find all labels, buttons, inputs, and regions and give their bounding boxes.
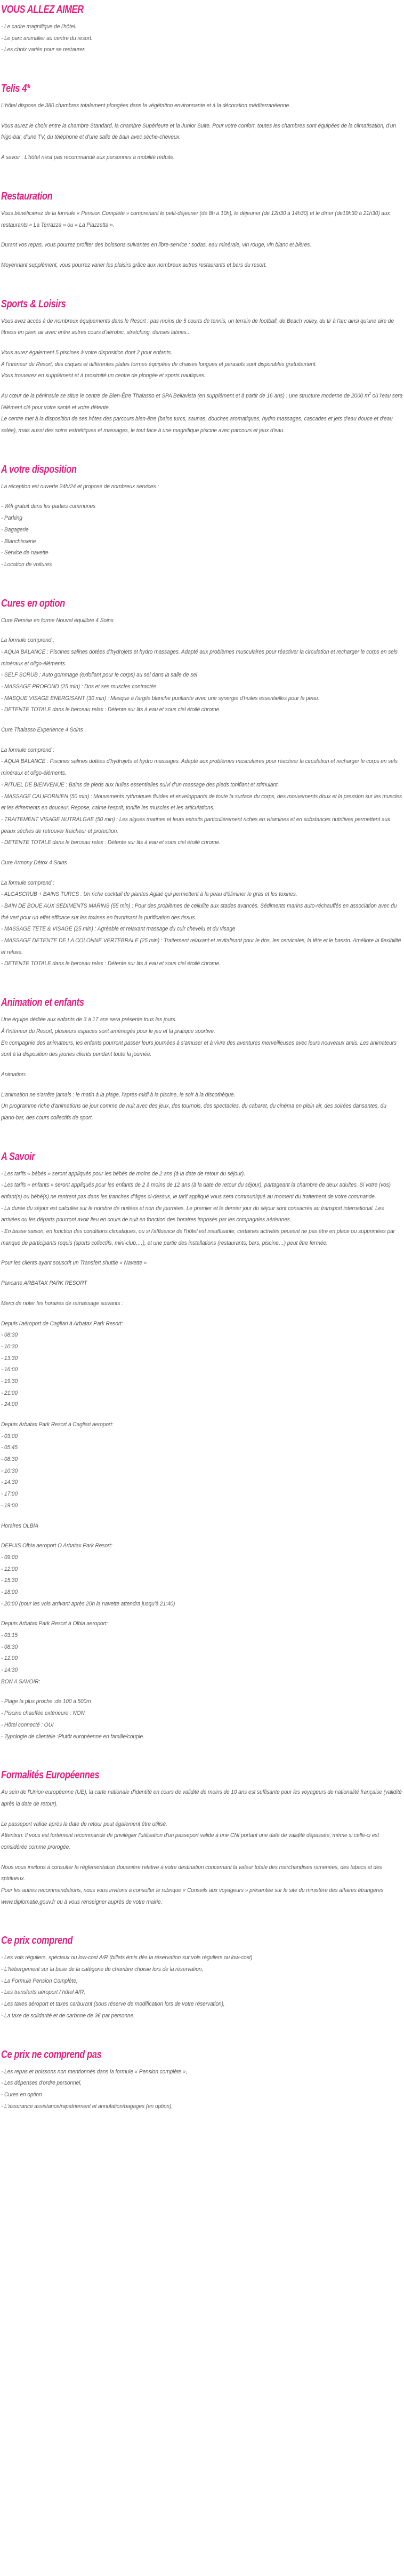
text-line: Cure Thalasso Experience 4 Soins	[1, 727, 83, 734]
text-line: Vous bénéficierez de la formule « Pension Complète » comprenant le petit-déjeuner (de 8h à 10h), le déjeuner (de 12h30 à 14h30) et le dîner (de19h30 à 21h30) aux restaurants « La Terrazza » ou « La Piazzetta ».	[1, 210, 390, 228]
paragraph-gap	[1, 736, 403, 745]
section-title-ce-prix-comprend: Ce prix comprend	[1, 1935, 73, 1947]
text-line: Pancarte ARBATAX PARK RESORT	[1, 1280, 87, 1287]
text-line: - 09:00	[1, 1554, 18, 1561]
section-ce-prix-ne-comprend-pas	[1, 2048, 403, 2131]
text-line: Le passeport valide après la date de retour peut également être utilisé.	[1, 1820, 167, 1827]
text-line: - Les transferts aéroport / hôtel A/R,	[1, 1989, 85, 1996]
section-spacer	[1, 1908, 403, 1926]
paragraph-gap	[1, 1249, 403, 1258]
text-line: - 10:30	[1, 1343, 18, 1350]
text-line: - TRAITEMENT VISAGE NUTRALGAE (50 min) : Les algues marines et leurs extraits particulièrement riches en vitamines et en substances nutritives permettent aux peaux sèches de retrouver fraicheur et protection.	[1, 816, 391, 834]
text-line: Cure Armony Détox 4 Soins	[1, 859, 67, 866]
text-line: - 17:00	[1, 1491, 18, 1498]
text-line: - 12:00	[1, 1565, 18, 1572]
text-line: Pour les clients ayant souscrit un Transfert shuttle « Navette »	[1, 1260, 147, 1267]
paragraph-gap	[1, 626, 403, 635]
text-line: L'animation ne s'arrête jamais : le matin à la plage, l'après-midi à la piscine, le soir à la discothèque.	[1, 1091, 236, 1098]
text-line: - 19:00	[1, 1502, 18, 1509]
section-title-vous-allez-aimer: VOUS ALLEZ AIMER	[1, 4, 84, 15]
text-line: - 15:30	[1, 1577, 18, 1584]
text-line: - 14:30	[1, 1479, 18, 1486]
text-line: - 19:30	[1, 1378, 18, 1385]
text-line: Durant vos repas, vous pourrez profiter des boissons suivantes en libre-service : sodas, eau minérale, vin rouge, vin blanc et bières.	[1, 242, 311, 249]
text-line: Un programme riche d'animations de jour comme de nuit avec des jeux, des tournois, des spectacles, du cabaret, du cinéma en plein air, des soirées dansantes, du piano-bar, des cours collectifs de sport.	[1, 1103, 386, 1121]
section-title-a-savoir: A Savoir	[1, 1150, 35, 1163]
text-line: - 08:30	[1, 1456, 18, 1463]
section-animation-et-enfants	[1, 996, 403, 1142]
paragraph-gap	[1, 1081, 403, 1090]
text-line: Depuis l'aéroport de Cagliari à Arbatax Park Resort:	[1, 1320, 123, 1327]
text-line: Depuis Arbatax Park Resort à Olbia aeroport:	[1, 1620, 108, 1627]
text-line: - 21:00	[1, 1389, 18, 1396]
paragraph-gap	[1, 1532, 403, 1540]
paragraph-gap	[1, 492, 403, 501]
text-line: - L'assurance assistance/rapatriement et annulation/bagages (en option),	[1, 2103, 173, 2110]
section-spacer	[1, 56, 403, 74]
text-line: - ALGASCRUB + BAINS TURCS : Un riche cocktail de plantes Aglaé qui permettent à la peau d'éliminer le gras et les toxines.	[1, 891, 297, 898]
text-line: - 13:30	[1, 1355, 18, 1362]
section-spacer	[1, 164, 403, 182]
text-line: Au sein de l'Union européenne (UE), la carte nationale d'identité en cours de validité de moins de 10 ans est suffisante pour les voyageurs de nationalité française (validité après la date de retour).	[1, 1789, 402, 1807]
section-title-cures-en-option: Cures en option	[1, 597, 65, 609]
text-line: Horaires OLBIA	[1, 1522, 38, 1529]
text-line: - Piscine chauffée extérieure : NON	[1, 1710, 85, 1717]
paragraph-gap	[1, 1854, 403, 1862]
text-line: - Typologie de clientèle :Plutôt européenne en famille/couple.	[1, 1733, 144, 1740]
text-line: - Les vols réguliers, spéciaux ou low-cost A/R (billets émis dès la réservation sur vols réguliers ou low-cost)	[1, 1954, 253, 1961]
text-line: - AQUA BALANCE : Piscines salines dotées d'hydrojets et hydro massages. Adapté aux problèmes musculaires pour réactiver la circulation et recharger le corps en sels minéraux et oligo-éléments.	[1, 758, 398, 777]
section-formalites-europeennes	[1, 1769, 403, 1926]
section-spacer	[1, 2022, 403, 2040]
text-line: A l'intérieur du Resort, des criques et différentes plates formes équipées de chaises longues et parasols sont disponibles gratuitement.	[1, 361, 317, 368]
text-line: - AQUA BALANCE : Piscines salines dotées d'hydrojets et hydro massages. Adapté aux problèmes musculaires pour réactiver la circulation et recharger le corps en sels minéraux et oligo-éléments.	[1, 648, 398, 667]
section-title-ce-prix-ne-comprend-pas: Ce prix ne comprend pas	[1, 2048, 102, 2061]
text-line: - 14:30	[1, 1667, 18, 1674]
text-line: - La taxe de solidarité et de carbone de 3€ par personne.	[1, 2012, 135, 2019]
text-line: Vous aurez également 5 piscines à votre disposition dont 2 pour enfants.	[1, 349, 172, 356]
text-line: Une équipe dédiée aux enfants de 3 à 17 ans sera présente tous les jours.	[1, 1016, 177, 1023]
text-line: - Plage la plus proche :de 100 à 500m	[1, 1698, 91, 1705]
text-line: - DETENTE TOTALE dans le berceau relax : Détente sur lits à eau et sous ciel étoilé chrome.	[1, 839, 221, 846]
text-line: - 18:00	[1, 1588, 18, 1595]
text-line: - 16:00	[1, 1366, 18, 1373]
text-line: - Blanchisserie	[1, 538, 36, 545]
text-line: - Wifi gratuit dans les parties communes	[1, 503, 96, 510]
text-line: - MASSAGE PROFOND (25 min) : Dos et ses muscles contractés	[1, 683, 157, 690]
section-title-sports-loisirs: Sports & Loisirs	[1, 298, 66, 310]
text-line: Le centre met à la disposition de ses hôtes des parcours bien-être (bains turcs, saunas, douches aromatiques, hydro massages, cascades et jets d'eau douce et d'eau salée), mais aussi des soins esthétiques et massages, le tout face à une magnifique piscine avec parcours et jeux d'eau.	[1, 416, 393, 434]
text-line: - 08:30	[1, 1332, 18, 1339]
text-line: - Les tarifs « bébés » seront appliqués pour les bébés de moins de 2 ans (à la date de retour du séjour).	[1, 1170, 245, 1177]
paragraph-gap	[1, 112, 403, 121]
text-line: Vous trouverez en supplément et à proximité un centre de plongée et sports nautiques.	[1, 372, 206, 379]
text-line: - 05:45	[1, 1444, 18, 1451]
paragraph-gap	[1, 251, 403, 260]
section-title-formalites-europeennes: Formalités Européennes	[1, 1769, 100, 1782]
section-title-animation-et-enfants: Animation et enfants	[1, 997, 84, 1009]
text-line: - L'hébergement sur la base de la catégorie de chambre choisie lors de la réservation,	[1, 1966, 204, 1973]
section-spacer	[1, 1124, 403, 1142]
text-line: - 10:30	[1, 1467, 18, 1474]
text-line: - Bagagerie	[1, 526, 29, 533]
text-line: - MASSAGE DETENTE DE LA COLONNE VERTEBRALE (25 min) : Traitement relaxant et revitalisant pour le dos, les cervicales, la tête et le bassin. Améliore la flexibilité et relaxe.	[1, 937, 401, 956]
text-line: Nous vous invitons à consulter la réglementation douanière relative à votre destination concernant la valeur totale des marchandises ramenées, des tabacs et des spiritueux.	[1, 1864, 382, 1882]
section-title-telis: Telis 4*	[1, 83, 30, 95]
paragraph-gap	[1, 1310, 403, 1318]
text-line: - 20:00 (pour les vols arrivant après 20h la navette attendra jusqu'à 21:40)	[1, 1600, 175, 1607]
text-line: - Le cadre magnifique de l'hôtel.	[1, 23, 77, 30]
section-spacer	[1, 1743, 403, 1761]
text-line: - 08:30	[1, 1643, 18, 1650]
text-line: - RITUEL DE BIENVENUE : Bains de pieds aux huiles essentielles suivi d'un massage des pieds tonifiant et stimulant.	[1, 781, 279, 788]
text-line: L'hôtel dispose de 380 chambres totalement plongées dans la végétation environnante et à la décoration méditerranéenne.	[1, 102, 290, 109]
text-line: - La Formule Pension Complète,	[1, 1977, 78, 1984]
paragraph-gap	[1, 1269, 403, 1278]
paragraph-gap	[1, 1688, 403, 1696]
text-line: - Les choix variés pour se restaurer.	[1, 46, 86, 53]
section-a-savoir	[1, 1150, 403, 1761]
section-cures-en-option	[1, 597, 403, 989]
paragraph-gap	[1, 1512, 403, 1521]
text-line: - SELF SCRUB : Auto gommage (exfoliant pour le corps) au sel dans la salle de sel	[1, 672, 197, 679]
text-line: Animation:	[1, 1071, 27, 1078]
paragraph-gap	[1, 716, 403, 725]
paragraph-gap	[1, 1610, 403, 1618]
section-spacer	[1, 970, 403, 988]
text-line: - MASQUE VISAGE ENERGISANT (30 min) : Masque à l'argile blanche purifiante avec une synergie d'huiles essentielles pour la peau.	[1, 695, 320, 702]
text-line: Depuis Arbatax Park Resort à Cagliari aeroport:	[1, 1421, 114, 1428]
text-line: - Cures en option	[1, 2091, 42, 2098]
text-line: - MASSAGE TETE & VISAGE (25 min) : Agréable et relaxant massage du cuir chevelu et du visage	[1, 926, 236, 933]
paragraph-gap	[1, 339, 403, 347]
text-line: La formule comprend :	[1, 879, 54, 886]
text-line: Au cœur de la péninsule se situe le centre de Bien-Être Thalasso et SPA Bellavista (en supplément et à partir de 16 ans) : une structure moderne de 2000 $m^2$ où l'eau sera l'élément clé pour votre santé et votre détente.	[1, 392, 403, 411]
section-title-a-votre-disposition: A votre disposition	[1, 463, 77, 475]
brochure-content	[1, 3, 403, 2130]
text-line: - 03:15	[1, 1632, 18, 1639]
text-line: La formule comprend :	[1, 637, 54, 644]
section-spacer	[1, 272, 403, 290]
section-telis	[1, 82, 403, 182]
text-line: En compagnie des animateurs, les enfants pourront passer leurs journées à s'amuser et à vivre des aventures merveilleuses avec leurs nouveaux amis. Les animateurs sont à la disposition des jeunes clients pendant toute la journée.	[1, 1039, 397, 1058]
paragraph-gap	[1, 382, 403, 391]
text-line: - Les dépenses d'ordre personnel,	[1, 2080, 82, 2087]
text-line: - 12:00	[1, 1655, 18, 1662]
text-line: - MASSAGE CALIFORNIEN (50 min) : Mouvements rythmiques fluides et enveloppants de toute la surface du corps, des mouvements doux et la pression sur les muscles et les étirements en douceur. Repose, calme l'esprit, tonifie les muscles et les articulations.	[1, 793, 402, 812]
text-line: - 24:00	[1, 1401, 18, 1408]
text-line: - Les tarifs « enfants » seront appliqués pour les enfants de 2 à moins de 12 ans (à la date de retour du séjour), partageant la chambre de deux adultes. Si votre (vos) enfant(s) ou bébé(s) ne rentrent pas dans les tranches d'âges ci-dessus, le tarif appliqué vous sera communiqué au moment du traitement de votre commande.	[1, 1182, 391, 1200]
text-line: À l'intérieur du Resort, plusieurs espaces sont aménagés pour le jeu et la pratique sportive.	[1, 1028, 215, 1035]
text-line: Cure Remise en forme Nouvel équilibre 4 Soins	[1, 617, 114, 624]
section-a-votre-disposition	[1, 463, 403, 589]
text-line: - Service de navette	[1, 550, 49, 556]
text-line: - Hôtel connecté : OUI	[1, 1721, 54, 1728]
text-line: - Les taxes aéroport et taxes carburant (sous réserve de modification lors de votre réservation),	[1, 2001, 225, 2008]
text-line: - Les repas et boissons non mentionnés dans la formule « Pension complète »,	[1, 2068, 188, 2075]
text-line: BON A SAVOIR:	[1, 1678, 41, 1685]
text-line: A savoir : L'hôtel n'est pas recommandé aux personnes à mobilité réduite.	[1, 154, 175, 161]
text-line: - Le parc animalier au centre du resort.	[1, 35, 93, 42]
section-ce-prix-comprend	[1, 1934, 403, 2040]
section-vous-allez-aimer	[1, 3, 403, 74]
paragraph-gap	[1, 869, 403, 878]
paragraph-gap	[1, 231, 403, 240]
text-line: La réception est ouverte 24h/24 et propose de nombreux services :	[1, 483, 159, 490]
text-line: - La durée du séjour est calculée sur le nombre de nuitées et non de journées. Le premier et le dernier jour du séjour sont consacrés au transport international. Les arrivées ou les départs pourront avoir lieu en cours de nuit en fonction des horaires imposés par les compagnies aériennes.	[1, 1205, 384, 1223]
section-title-restauration: Restauration	[1, 190, 53, 202]
text-line: - 03:00	[1, 1433, 18, 1440]
section-sports-loisirs	[1, 298, 403, 455]
section-spacer	[1, 2112, 403, 2130]
section-spacer	[1, 437, 403, 455]
paragraph-gap	[1, 849, 403, 857]
text-line: Pour les autres recommandations, nous vous invitons à consulter le rubrique « Conseils aux voyageurs » présentée sur le site du ministère des affaires étrangères www.diplomatie.gouv.fr ou à vous renseigner auprès de votre mairie.	[1, 1887, 384, 1905]
text-line: - DETENTE TOTALE dans le berceau relax : Détente sur lits à eau et sous ciel étoilé chrome.	[1, 706, 221, 713]
paragraph-gap	[1, 1411, 403, 1419]
paragraph-gap	[1, 1810, 403, 1819]
paragraph-gap	[1, 144, 403, 152]
text-line: Attention: Il vous est fortement recommandé de privilégier l'utilisation d'un passeport valide à une CNI portant une date de validité dépassée, même si celle-ci est considérée comme prorogée.	[1, 1832, 379, 1850]
text-line: Merci de noter les horaires de ramassage suivants :	[1, 1300, 123, 1307]
paragraph-gap	[1, 1290, 403, 1298]
text-line: La formule comprend :	[1, 746, 54, 753]
text-line: - En basse saison, en fonction des conditions climatiques, ou si l'affluence de l'hôtel est insuffisante, certaines activités peuvent ne pas être en place ou supprimées par manque de participants requis (sports collectifs, mini-club,…), et une partie des installations (restaurants, bars, piscine…) peut être fermée.	[1, 1228, 395, 1246]
text-line: - Location de voitures	[1, 561, 52, 568]
text-line: Vous avez accès à de nombreux équipements dans le Resort : pas moins de 5 courts de tennis, un terrain de football, de Beach volley, du tir à l'arc ainsi qu'une aire de fitness en plein air avec entre autres cours d'aérobic, stretching, danses latines...	[1, 317, 394, 336]
text-line: Moyennant supplément, vous pourrez varier les plaisirs grâce aux nombreux autres restaurants et bars du resort.	[1, 261, 267, 268]
text-line: - Parking	[1, 515, 22, 522]
text-line: Vous aurez le choix entre la chambre Standard, la chambre Supérieure et la Junior Suite. Pour votre confort, toutes les chambres sont équipées de la climatisation, d'un frigo-bar, d'une TV, du téléphone et d'une salle de bain avec sèche-cheveux.	[1, 122, 396, 141]
section-spacer	[1, 571, 403, 589]
text-line: DEPUIS Olbia aeroport O Arbatax Park Resort:	[1, 1543, 112, 1549]
text-line: - DETENTE TOTALE dans le berceau relax : Détente sur lits à eau et sous ciel étoilé chrome.	[1, 960, 221, 967]
text-line: - BAIN DE BOUE AUX SEDIMENTS MARINS (55 min) : Pour des problèmes de cellulite aux stades avancés. Sédiments marins auto-réchauffés en association avec du thé vert pour un effet efficace sur les toxines en favorisant la purification des tissus.	[1, 903, 397, 921]
section-restauration	[1, 190, 403, 290]
paragraph-gap	[1, 1061, 403, 1069]
